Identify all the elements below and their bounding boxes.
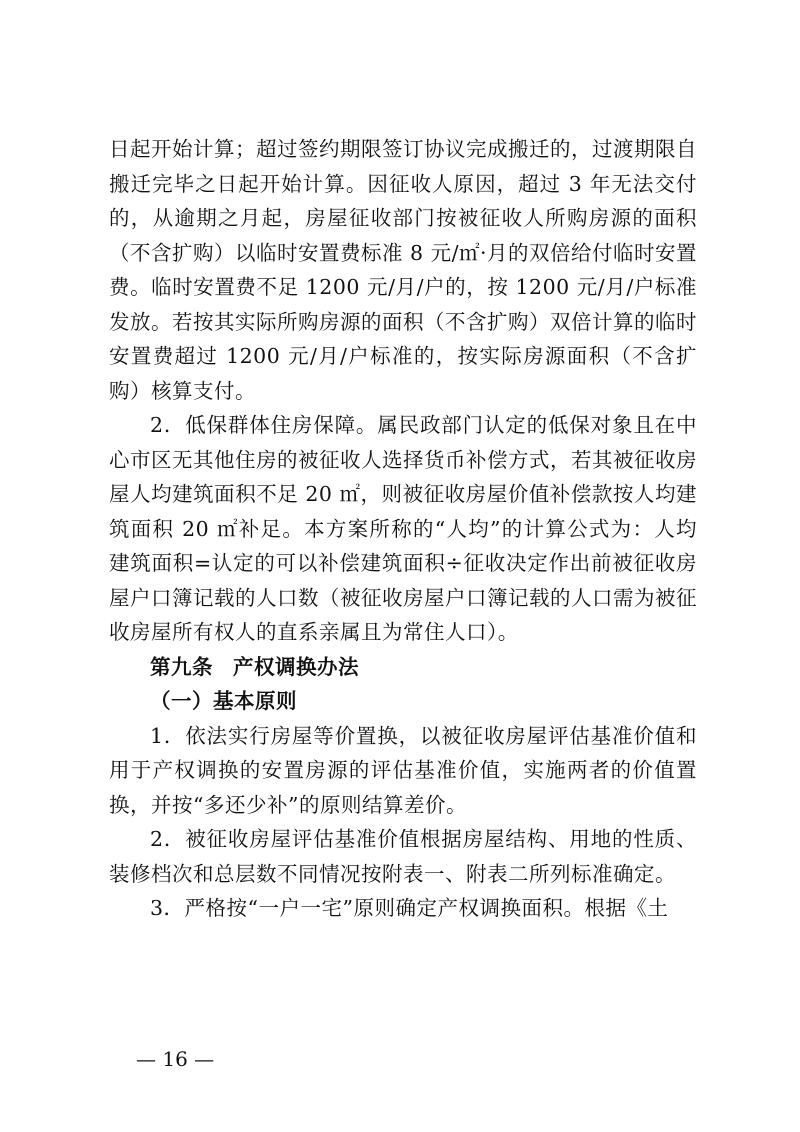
- paragraph-principle-1: 1．依法实行房屋等价置换，以被征收房屋评估基准价值和用于产权调换的安置房源的评估基准价值，实施两者的价值置换，并按“多还少补”的原则结算差价。: [109, 723, 697, 817]
- article-number: 第九条: [150, 654, 213, 679]
- paragraph-principle-2: 2．被征收房屋评估基准价值根据房屋结构、用地的性质、装修档次和总层数不同情况按附表一、附表二所列标准确定。: [109, 827, 697, 886]
- body-text: [109, 132, 697, 926]
- paragraph-principle-3: 3．严格按“一户一宅”原则确定产权调换面积。根据《土: [150, 896, 669, 920]
- page-number: — 16 —: [136, 1047, 215, 1071]
- section-heading-basic-principles: （一）基本原则: [150, 689, 297, 713]
- article-heading: [109, 650, 697, 685]
- paragraph-low-income-housing: 2．低保群体住房保障。属民政部门认定的低保对象且在中心市区无其他住房的被征收人选择货币补偿方式，若其被征收房屋人均建筑面积不足 20 ㎡，则被征收房屋价值补偿款按人均建筑面积 20 ㎡补足。本方案所称的“人均”的计算公式为：人均建筑面积=认定的可以补偿建筑面积÷征收决定作出前被征收房屋户口簿记载的人口数（被征收房屋户口簿记载的人口需为被征收房屋所有权人的直系亲属且为常住人口）。: [109, 413, 697, 644]
- paragraph-transition-fee: 日起开始计算；超过签约期限签订协议完成搬迁的，过渡期限自搬迁完毕之日起开始计算。因征收人原因，超过 3 年无法交付的，从逾期之月起，房屋征收部门按被征收人所购房源的面积（不含扩购）以临时安置费标准 8 元/㎡·月的双倍给付临时安置费。临时安置费不足 1200 元/月/户的，按 1200 元/月/户标准发放。若按其实际所购房源的面积（不含扩购）双倍计算的临时安置费超过 1200 元/月/户标准的，按实际房源面积（不含扩购）核算支付。: [109, 137, 697, 403]
- article-title: 产权调换办法: [233, 654, 359, 679]
